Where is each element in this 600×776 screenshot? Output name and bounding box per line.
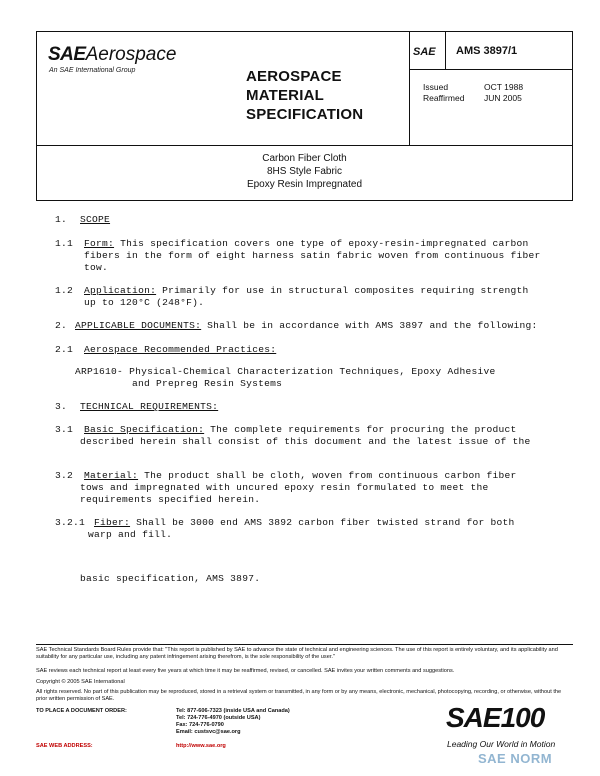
section-1-1-line-2: fibers in the form of eight harness satin fabric woven from continuous fiber	[84, 250, 541, 261]
subtitle-line-2: 8HS Style Fabric	[266, 166, 343, 177]
section-2-heading: APPLICABLE DOCUMENTS:	[75, 320, 202, 331]
order-label: TO PLACE A DOCUMENT ORDER:	[36, 708, 127, 714]
section-1-1-number: 1.1	[55, 238, 74, 249]
header-divider-horizontal	[409, 69, 573, 70]
section-1-1-line-1: This specification covers one type of epoxy-resin-impregnated carbon	[120, 238, 529, 249]
sae-norm-watermark: SAE NORM	[478, 751, 553, 766]
section-3-2-1-line-2: warp and fill.	[88, 529, 173, 540]
tagline: Leading Our World in Motion	[447, 739, 556, 749]
section-2-1-heading: Aerospace Recommended Practices:	[84, 344, 277, 355]
logo-aerospace-text: Aerospace	[85, 44, 177, 65]
web-address-link[interactable]: http://www.sae.org	[176, 743, 226, 749]
arp-line-1: ARP1610- Physical-Chemical Characterization Techniques, Epoxy Adhesive	[75, 366, 496, 377]
issued-value: OCT 1988	[484, 82, 524, 92]
spec-title-line-1: AEROSPACE	[246, 68, 342, 85]
header-divider-badge	[445, 31, 446, 69]
spec-title-line-3: SPECIFICATION	[246, 106, 364, 123]
section-1-1-line-3: tow.	[84, 262, 109, 273]
section-1-1-text	[84, 238, 529, 249]
section-3-2-text	[84, 470, 517, 481]
header-divider-vertical	[409, 31, 410, 146]
section-1-2-heading: Application:	[84, 285, 157, 296]
phone-outside: Tel: 724-776-4970 (outside USA)	[176, 715, 261, 721]
section-1-2-line-1: Primarily for use in structural composites requiring strength	[162, 285, 529, 296]
section-1-1-heading: Form:	[84, 238, 115, 249]
section-3-2-1-heading: Fiber:	[94, 517, 131, 528]
logo-subtitle: An SAE International Group	[49, 67, 136, 74]
section-3-2-1-number: 3.2.1	[55, 517, 86, 528]
section-1-2-number: 1.2	[55, 285, 74, 296]
email-address: Email: custsvc@sae.org	[176, 729, 241, 735]
footer-copyright: Copyright © 2005 SAE International	[36, 679, 125, 685]
doc-number: AMS 3897/1	[456, 45, 518, 57]
footer-rules-paragraph: SAE Technical Standards Board Rules provide that: "This report is published by SAE to advance the state of technical and engineering sciences. The use of this report is entirely voluntary, and its applicability and suitability for any particular use, including any patent infringement arising therefrom, is the sole responsibility of the user."	[36, 647, 558, 660]
footer-review-paragraph: SAE reviews each technical report at least every five years at which time it may be reaffirmed, revised, or cancelled. SAE invites your written comments and suggestions.	[36, 668, 455, 674]
section-2-1-number: 2.1	[55, 344, 74, 355]
section-3-2-1-text	[94, 517, 515, 528]
section-3-2-line-1: The product shall be cloth, woven from continuous carbon fiber	[144, 470, 517, 481]
section-3-2-1-line-1: Shall be 3000 end AMS 3892 carbon fiber twisted strand for both	[136, 517, 515, 528]
section-1-number: 1.	[55, 214, 68, 225]
section-3-1-line-1: The complete requirements for procuring the product	[210, 424, 517, 435]
section-3-2-number: 3.2	[55, 470, 74, 481]
section-3-2-heading: Material:	[84, 470, 139, 481]
section-2-line-1: Shall be in accordance with AMS 3897 and the following:	[207, 320, 538, 331]
reaffirmed-value: JUN 2005	[484, 93, 522, 103]
order-contacts	[176, 708, 290, 736]
sae100-logo: SAE100	[446, 702, 545, 733]
sae-badge-logo: SAE	[413, 46, 436, 58]
spec-title	[246, 67, 363, 124]
section-3-2-line-2: tows and impregnated with uncured epoxy resin formulated to meet the	[80, 482, 489, 493]
section-1-2-line-2: up to 120°C (248°F).	[84, 297, 205, 308]
section-3-number: 3.	[55, 401, 68, 412]
carryover-text: basic specification, AMS 3897.	[80, 573, 261, 584]
section-3-1-line-2: described herein shall consist of this document and the latest issue of the	[80, 436, 531, 447]
spec-title-line-2: MATERIAL	[246, 87, 324, 104]
subtitle-line-3: Epoxy Resin Impregnated	[246, 179, 363, 190]
sae-aerospace-logo	[48, 44, 176, 66]
section-3-2-line-3: requirements specified herein.	[80, 494, 261, 505]
section-3-1-heading: Basic Specification:	[84, 424, 205, 435]
section-2-number: 2.	[55, 320, 68, 331]
section-2-text	[75, 320, 538, 331]
section-3-heading: TECHNICAL REQUIREMENTS:	[80, 401, 219, 412]
logo-sae-text: SAE	[48, 44, 86, 65]
section-3-1-number: 3.1	[55, 424, 74, 435]
arp-line-2: and Prepreg Resin Systems	[132, 378, 283, 389]
section-1-2-text	[84, 285, 529, 296]
issued-label: Issued	[423, 82, 449, 92]
footer-rights-paragraph: All rights reserved. No part of this publication may be reproduced, stored in a retrieval system or transmitted, in any form or by any means, electronic, mechanical, photocopying, recording, or otherwise, without the prior written permission of SAE.	[36, 689, 562, 702]
subtitle-line-1: Carbon Fiber Cloth	[262, 153, 347, 164]
section-1-heading: SCOPE	[80, 214, 111, 225]
phone-inside: Tel: 877-606-7323 (inside USA and Canada)	[176, 708, 290, 714]
fax-number: Fax: 724-776-0790	[176, 722, 224, 728]
web-address-label: SAE WEB ADDRESS:	[36, 743, 93, 749]
footer-rule	[36, 644, 573, 645]
subtitle	[36, 152, 573, 191]
reaffirmed-label: Reaffirmed	[423, 93, 465, 103]
section-3-1-text	[84, 424, 517, 435]
